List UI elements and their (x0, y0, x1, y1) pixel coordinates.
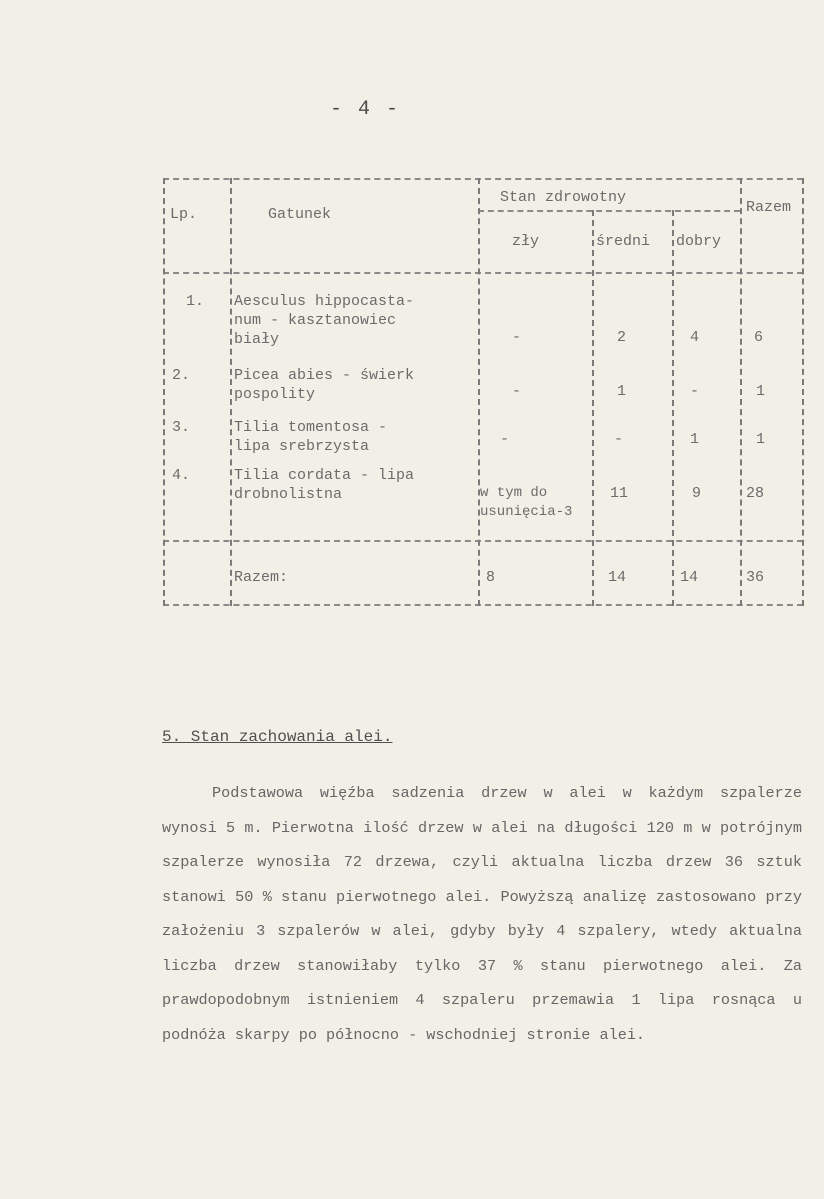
table-subheader-line (478, 210, 740, 212)
total-dobry: 14 (680, 569, 699, 586)
page-number: - 4 - (330, 98, 401, 121)
table-bottom-line (163, 604, 803, 606)
row-1-zly: - (512, 329, 522, 346)
row-2-sredni: 1 (617, 383, 627, 400)
row-4-zly: w tym do usunięcia-3 (480, 485, 573, 520)
row-4-gatunek: Tilia cordata - lipa drobnolistna (234, 467, 415, 503)
table-left-line (163, 178, 165, 606)
row-2-razem: 1 (756, 383, 766, 400)
table-header-bottom-line (163, 272, 803, 274)
total-label: Razem: (234, 569, 289, 586)
row-1-lp: 1. (186, 293, 205, 310)
row-3-lp: 3. (172, 419, 191, 436)
row-1-razem: 6 (754, 329, 764, 346)
total-zly: 8 (486, 569, 496, 586)
row-3-dobry: 1 (690, 431, 700, 448)
header-gatunek: Gatunek (268, 206, 332, 223)
row-3-zly: - (500, 431, 510, 448)
section-heading: 5. Stan zachowania alei. (162, 728, 393, 746)
row-3-gatunek: Tilia tomentosa - lipa srebrzysta (234, 419, 388, 455)
table-total-top-line (163, 540, 803, 542)
table-col-sredni-line (672, 210, 674, 606)
total-sredni: 14 (608, 569, 627, 586)
header-sredni: średni (596, 233, 651, 250)
table-col-gatunek-line (478, 178, 480, 606)
table-col-lp-line (230, 178, 232, 606)
header-zly: zły (512, 233, 540, 250)
row-4-dobry: 9 (692, 485, 702, 502)
row-3-sredni: - (614, 431, 624, 448)
row-1-sredni: 2 (617, 329, 627, 346)
row-2-lp: 2. (172, 367, 191, 384)
row-1-dobry: 4 (690, 329, 700, 346)
section-paragraph: Podstawowa więźba sadzenia drzew w alei w każdym szpalerze wynosi 5 m. Pierwotna ilość drzew w alei na długości 120 m w potrójnym szpalerze wynosiła 72 drzewa, czyli aktualna liczba drzew 36 sztuk stanowi 50 % stanu pierwotnego alei. Powyższą analizę zastosowano przy założeniu 3 szpalerów w alei, gdyby były 4 szpalery, wtedy aktualna liczba drzew stanowiłaby tylko 37 % stanu pierwotnego alei. Za prawdopodobnym istnieniem 4 szpaleru przemawia 1 lipa rosnąca u podnóża skarpy po północno - wschodniej stronie alei. (162, 784, 802, 1044)
table-col-zly-line (592, 210, 594, 606)
header-dobry: dobry (676, 233, 722, 250)
row-4-lp: 4. (172, 467, 191, 484)
table-right-line (802, 178, 804, 606)
row-2-dobry: - (690, 383, 700, 400)
header-razem: Razem (746, 199, 792, 216)
row-2-zly: - (512, 383, 522, 400)
row-2-gatunek: Picea abies - świerk pospolity (234, 367, 415, 403)
header-lp: Lp. (170, 206, 198, 223)
row-4-sredni: 11 (610, 485, 629, 502)
row-4-razem: 28 (746, 485, 765, 502)
table-top-line (163, 178, 803, 180)
header-stan-zdrowotny: Stan zdrowotny (500, 189, 627, 206)
row-1-gatunek: Aesculus hippocasta- num - kasztanowiec biały (234, 293, 415, 348)
row-3-razem: 1 (756, 431, 766, 448)
total-razem: 36 (746, 569, 765, 586)
table-col-dobry-line (740, 178, 742, 606)
